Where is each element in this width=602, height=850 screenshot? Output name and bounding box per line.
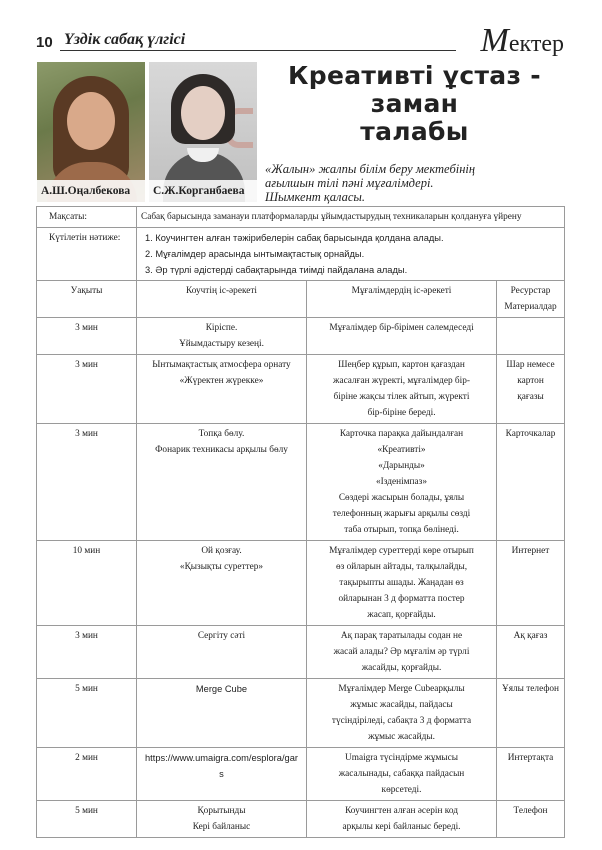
teachers-cell-line: тақырыпты ашады. Жаңадан өз [339, 578, 464, 588]
time-cell [37, 541, 137, 626]
teachers-cell-line: жасай алады? Әр мұғалім әр түрлі [333, 647, 470, 657]
page-header [36, 22, 564, 59]
article-title [262, 62, 567, 146]
outcome-row [37, 228, 565, 281]
header-resources-line-2: Материалдар [504, 302, 557, 312]
resources-cell [497, 355, 565, 424]
resources-cell [497, 801, 565, 838]
goal-label: Мақсаты: [37, 207, 137, 228]
coach-cell-line: Топқа бөлу. [198, 429, 245, 439]
coach-cell-line: Кіріспе. [205, 323, 238, 333]
teachers-cell [307, 424, 497, 541]
resources-cell-line: Шар немесе картон [506, 360, 555, 386]
time-cell-line: 3 мин [75, 631, 98, 641]
time-cell-line: 2 мин [75, 753, 98, 763]
coach-cell [137, 318, 307, 355]
subtitle-line-3: Шымкент қаласы. [265, 190, 366, 204]
teachers-cell-line: Мұғалімдер Merge Cubeарқылы [338, 684, 465, 694]
header-rule [60, 50, 456, 51]
coach-cell-line: Фонарик техникасы арқылы бөлу [155, 445, 288, 455]
brand-rest: ектер [508, 31, 564, 57]
coach-cell-line: s [219, 769, 224, 779]
subtitle-line-1: «Жалын» жалпы білім беру мектебінің [265, 162, 476, 176]
time-cell [37, 318, 137, 355]
teachers-cell-line: түсіндіріледі, сабақта 3 д форматта [331, 716, 472, 726]
coach-cell-line: Ұйымдастыру кезеңі. [179, 339, 264, 349]
teachers-cell [307, 355, 497, 424]
teachers-cell-line: Мұғалімдер бір-бірімен сәлемдеседі [329, 323, 474, 333]
lesson-plan-table [36, 206, 565, 838]
coach-cell [137, 679, 307, 748]
teachers-cell [307, 748, 497, 801]
coach-cell-line: Ынтымақтастық атмосфера орнату [152, 360, 291, 370]
activity-row [37, 541, 565, 626]
teachers-cell-line: жасалған жүректі, мұғалімдер бір- [333, 376, 470, 386]
brand-logo [481, 24, 564, 58]
teachers-cell-line: Шеңбер құрып, картон қағаздан [338, 360, 465, 370]
activity-row [37, 424, 565, 541]
resources-cell-line: Телефон [513, 806, 548, 816]
coach-cell-line: Кері байланыс [192, 822, 251, 832]
teachers-cell-line: телефонның жарығы арқылы сөзді [332, 509, 471, 519]
teachers-cell [307, 679, 497, 748]
resources-cell-line: Ұялы телефон [502, 684, 559, 694]
author-name-1: А.Ш.Оңалбекова [37, 180, 145, 202]
time-cell [37, 626, 137, 679]
teachers-cell-line: Мұғалімдер суреттерді көре отырып [329, 546, 474, 556]
time-cell [37, 355, 137, 424]
activity-row [37, 801, 565, 838]
time-cell-line: 3 мин [75, 323, 98, 333]
resources-cell-line: Ақ қағаз [513, 631, 548, 641]
teachers-cell-line: ойларынан 3 д форматта постер [338, 594, 465, 604]
teachers-cell-line: жұмыс жасайды, пайдасы [350, 700, 453, 710]
coach-cell [137, 626, 307, 679]
coach-cell [137, 424, 307, 541]
outcome-list-cell [137, 228, 565, 281]
goal-row [37, 207, 565, 228]
brand-initial: M [480, 22, 509, 59]
teachers-cell-line: «Креативті» [377, 445, 426, 455]
outcome-item: 2. Мұғалімдер арасында ынтымақтастық орнайды. [145, 249, 365, 259]
teachers-cell-line: көрсетеді. [381, 785, 422, 795]
teachers-cell-line: таба отырып, топқа бөлінеді. [344, 525, 459, 535]
teachers-cell-line: жасайды, қорғайды. [361, 663, 442, 673]
coach-cell [137, 748, 307, 801]
outcome-item: 3. Әр түрлі әдістерді сабақтарында тиімді пайдалана алады. [145, 265, 408, 275]
teachers-cell-line: бір-біріне береді. [367, 408, 436, 418]
resources-cell [497, 424, 565, 541]
header-coach: Коучтің іс-әрекеті [137, 281, 307, 318]
header-resources-line-1: Ресурстар [510, 286, 551, 296]
header-row [37, 281, 565, 318]
subtitle-line-2: ағылшын тілі пәні мұғалімдері. [265, 176, 434, 190]
time-cell [37, 679, 137, 748]
resources-cell [497, 679, 565, 748]
header-time: Уақыты [37, 281, 137, 318]
activity-row [37, 318, 565, 355]
time-cell-line: 5 мин [75, 684, 98, 694]
teachers-cell-line: жұмыс жасайды. [368, 732, 435, 742]
teachers-cell-line: Umaigra түсіндірме жұмысы [345, 753, 458, 763]
coach-cell [137, 541, 307, 626]
activity-row [37, 679, 565, 748]
activity-row [37, 355, 565, 424]
time-cell-line: 10 мин [72, 546, 101, 556]
coach-cell-line: Merge Cube [195, 684, 248, 694]
article-title-line-2: талабы [360, 117, 469, 146]
time-cell [37, 748, 137, 801]
article-title-line-1: Креативті ұстаз - заман [288, 61, 541, 118]
teachers-cell-line: «Ізденімпаз» [376, 477, 427, 487]
time-cell-line: 3 мин [75, 360, 98, 370]
teachers-cell-line: біріне жақсы тілек айтып, жүректі [333, 392, 470, 402]
resources-cell [497, 541, 565, 626]
goal-text: Сабақ барысында заманауи платформаларды ұйымдастырудың техникаларын қолдануға үйрену [137, 207, 565, 228]
outcome-label: Күтілетін нәтиже: [37, 228, 137, 281]
time-cell-line: 3 мин [75, 429, 98, 439]
coach-cell-line: «Қызықты суреттер» [179, 562, 264, 572]
teachers-cell-line: өз ойларын айтады, талқылайды, [335, 562, 468, 572]
activity-row [37, 626, 565, 679]
section-name: Үздік сабақ үлгісі [64, 31, 186, 48]
teachers-cell [307, 626, 497, 679]
resources-cell-line: қағазы [517, 392, 544, 402]
teachers-cell-line: Коучингтен алған әсерін код [345, 806, 458, 816]
coach-cell-line: «Жүректен жүрекке» [179, 376, 264, 386]
teachers-cell-line: жасап, қорғайды. [367, 610, 436, 620]
header-teachers: Мұғалімдердің іс-әрекеті [307, 281, 497, 318]
resources-cell-line: Интертақта [507, 753, 554, 763]
time-cell [37, 801, 137, 838]
author-name-2: С.Ж.Корганбаева [149, 180, 257, 202]
resources-cell [497, 626, 565, 679]
coach-cell-line: Қорытынды [197, 806, 246, 816]
teachers-cell [307, 318, 497, 355]
coach-cell-line: Ой қозғау. [201, 546, 242, 556]
time-cell-line: 5 мин [75, 806, 98, 816]
resources-cell [497, 318, 565, 355]
teachers-cell-line: арқылы кері байланыс береді. [342, 822, 461, 832]
teachers-cell-line: жасалынады, сабаққа пайдасын [338, 769, 465, 779]
teachers-cell-line: Сөздері жасырын болады, ұялы [338, 493, 465, 503]
teachers-cell-line: Карточка парақка дайындалған [339, 429, 464, 439]
coach-cell [137, 355, 307, 424]
page-number: 10 [36, 34, 53, 51]
outcome-item: 1. Коучингтен алған тәжірибелерін сабақ барысында қолдана алады. [145, 233, 444, 243]
article-subtitle [265, 162, 565, 204]
teachers-cell-line: Ақ парақ таратылады содан не [340, 631, 463, 641]
coach-cell-line: Сергіту сәті [197, 631, 246, 641]
teachers-cell [307, 801, 497, 838]
outcome-list [141, 230, 560, 278]
coach-cell [137, 801, 307, 838]
resources-cell-line: Интернет [511, 546, 550, 556]
header-resources [497, 281, 565, 318]
coach-cell-line: https://www.umaigra.com/esplora/gar [145, 753, 298, 763]
time-cell [37, 424, 137, 541]
activity-row [37, 748, 565, 801]
teachers-cell [307, 541, 497, 626]
resources-cell [497, 748, 565, 801]
teachers-cell-line: «Дарынды» [378, 461, 425, 471]
resources-cell-line: Карточкалар [505, 429, 556, 439]
